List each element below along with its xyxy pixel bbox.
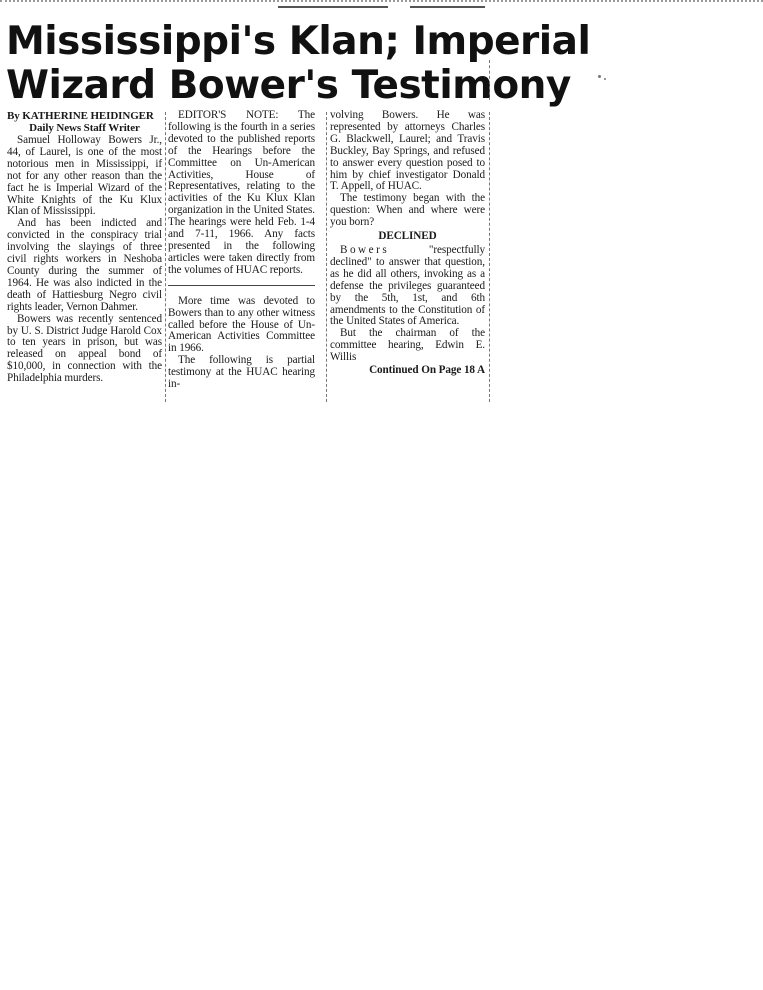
column-divider-3	[489, 112, 490, 402]
scan-speck	[598, 75, 601, 78]
headline-line-1: Mississippi's Klan; Imperial	[6, 19, 591, 64]
declined-lead-word: Bowers	[340, 243, 390, 256]
byline-title: Daily News Staff Writer	[29, 122, 140, 134]
byline-author: By KATHERINE HEIDINGER	[7, 110, 154, 122]
column1-paragraph: Samuel Holloway Bowers Jr., 44, of Laurel, is one of the most notorious men in Mississippi, if not for any other reason than the fact he is Imperial Wizard of the White Knights of the Ku Klux Klan of Mississippi.	[7, 134, 162, 218]
editors-note-divider	[168, 285, 315, 286]
column-divider-2	[326, 112, 327, 402]
headline-right-rule	[489, 60, 490, 100]
column1-paragraph: And has been indicted and convicted in the conspiracy trial involving the slayings of three civil rights workers in Neshoba County during the summer of 1964. He was also indicted in the death of Hattiesburg Negro civil rights leader, Vernon Dahmer.	[7, 217, 162, 313]
article-column-1	[7, 110, 162, 385]
column-divider-1	[165, 112, 166, 402]
column2-paragraph: More time was devoted to Bowers than to any other witness called before the House of Un-American Activities Committee in 1966.	[168, 294, 315, 355]
subhead-declined: DECLINED	[378, 230, 437, 243]
column3-paragraph: volving Bowers. He was represented by attorneys Charles G. Blackwell, Laurel; and Travis Buckley, Bay Springs, and refused to answer every question posed to him by chief investigator Donald T. Appell, of HUAC.	[330, 109, 485, 193]
column3-paragraph: But the chairman of the committee hearing, Edwin E. Willis	[330, 327, 485, 364]
article-column-2	[168, 110, 315, 391]
editors-note-text: EDITOR'S NOTE: The following is the fourth in a series devoted to the published reports of the Hearings before the Committee on Un-American Activities, House of Representatives, relating to the activities of the Ku Klux Klan organization in the United States. The hearings were held Feb. 1-4 and 7-11, 1966. Any facts presented in the following articles were taken directly from the volumes of HUAC reports.	[168, 109, 315, 276]
continued-jump-line: Continued On Page 18 A	[369, 364, 485, 377]
column3-paragraph: The testimony began with the question: When and where were you born?	[330, 192, 485, 229]
top-rule-right	[410, 6, 485, 8]
top-rule-left	[278, 6, 388, 8]
column3-declined-paragraph	[330, 245, 485, 328]
scan-speck	[604, 78, 606, 80]
article-column-3	[330, 110, 485, 377]
column2-paragraph: The following is partial testimony at the HUAC hearing in-	[168, 354, 315, 391]
headline	[6, 19, 591, 108]
editors-note	[168, 110, 315, 277]
column1-paragraph: Bowers was recently sentenced by U. S. District Judge Harold Cox to ten years in prison, but was released on appeal bond of $10,000, in connection with the Philadelphia murders.	[7, 312, 162, 385]
headline-line-2: Wizard Bower's Testimony	[6, 63, 571, 108]
declined-rest: "respectfully declined" to answer that question, as he did all others, invoking as a defense the privileges guaranteed by the 5th, 1st, and 6th amendments to the Constitution of the United States of America.	[330, 243, 485, 328]
